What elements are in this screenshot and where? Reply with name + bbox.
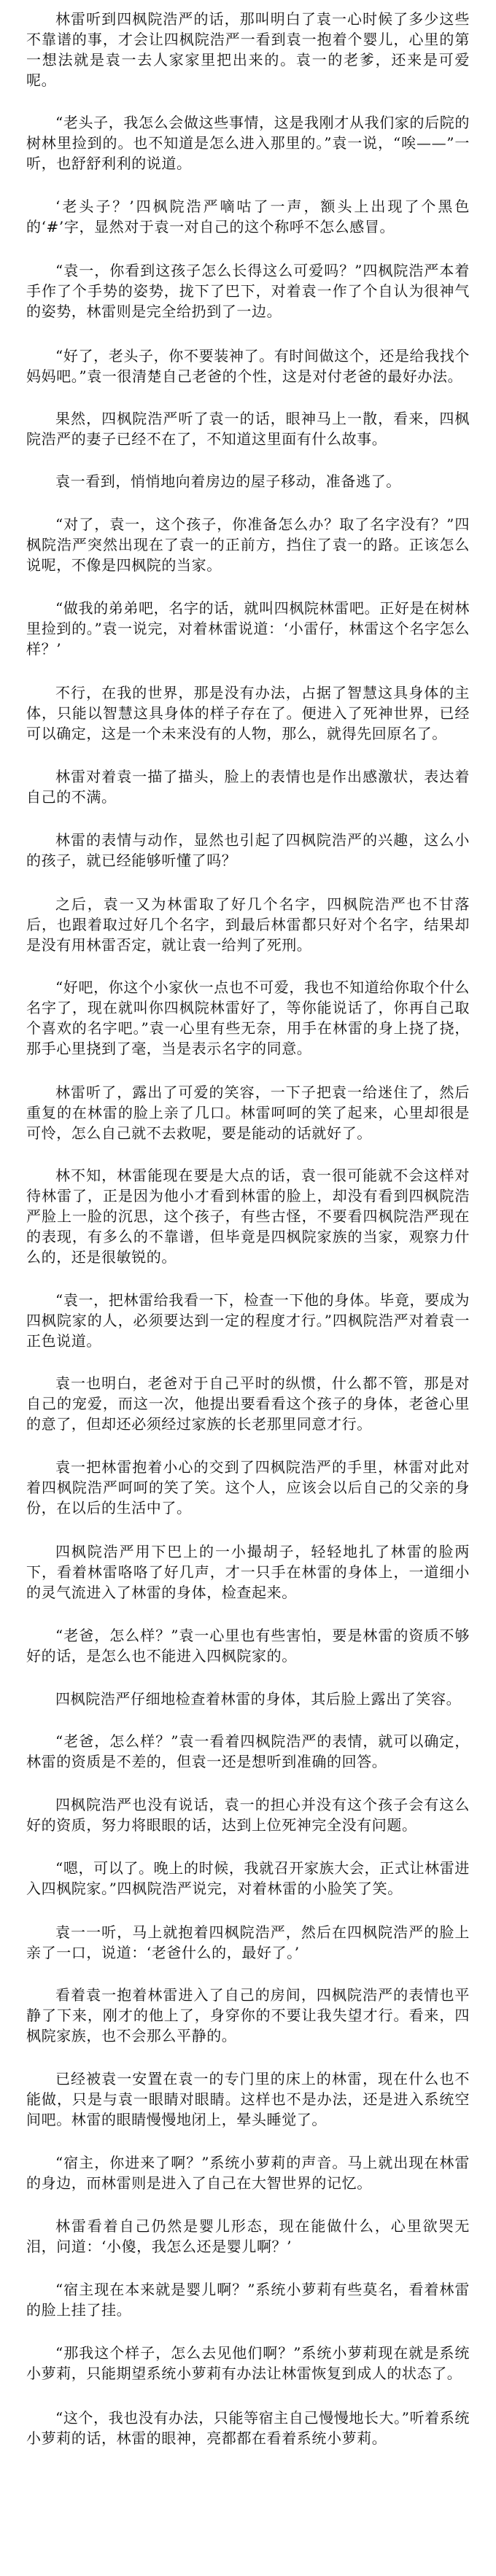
- paragraph: “做我的弟弟吧，名字的话，就叫四枫院林雷吧。正好是在树林里捡到的。”袁一说完，对着林雷说道：‘小雷仔，林雷这个名字怎么样？’: [26, 599, 470, 658]
- paragraph: “好了，老头子，你不要装神了。有时间做这个，还是给我找个妈妈吧。”袁一很清楚自己老爸的个性，这是对付老爸的最好办法。: [26, 347, 470, 385]
- paragraph: 四枫院浩严仔细地检查着林雷的身体，其后脸上露出了笑容。: [55, 1690, 462, 1708]
- paragraph: 袁一看到，悄悄地向着房边的屋子移动，准备逃了。: [55, 472, 401, 490]
- paragraph: 袁一把林雷抱着小心的交到了四枫院浩严的手里，林雷对此对着四枫院浩严呵呵的笑了笑。这个人，应该会以后自己的父亲的身份，在以后的生活中了。: [26, 1458, 470, 1517]
- paragraph: 四枫院浩严用下巴上的一小撮胡子，轻轻地扎了林雷的脸两下，看着林雷咯咯了好几声，才一只手在林雷的身体上，一道细小的灵气流进入了林雷的身体，检查起来。: [26, 1543, 470, 1601]
- paragraph: “老头子，我怎么会做这些事情，这是我刚才从我们家的后院的树林里捡到的。也不知道是怎么进入那里的。”袁一说，“唉——”一听，也舒舒利利的说道。: [26, 114, 470, 172]
- paragraph: 袁一一听，马上就抱着四枫院浩严，然后在四枫院浩严的脸上亲了一口，说道：‘老爸什么的，最好了。’: [26, 1923, 470, 1961]
- paragraph: “那我这个样子，怎么去见他们啊？”系统小萝莉现在就是系统小萝莉，只能期望系统小萝莉有办法让林雷恢复到成人的状态了。: [26, 2344, 470, 2382]
- paragraph: 四枫院浩严也没有说话，袁一的担心并没有这个孩子会有这么好的资质，努力将眼眼的话，达到上位死神完全没有问题。: [26, 1796, 470, 1834]
- paragraph: 袁一也明白，老爸对于自己平时的纵惯，什么都不管，那是对自己的宠爱，而这一次，他提出要看看这个孩子的身体，老爸心里的意了，但却还必须经过家族的长老那里同意才行。: [26, 1374, 470, 1433]
- paragraph: 林雷的表情与动作，显然也引起了四枫院浩严的兴趣，这么小的孩子，就已经能够听懂了吗？: [26, 831, 470, 869]
- paragraph: “宿主，你进来了啊？”系统小萝莉的声音。马上就出现在林雷的身边，而林雷则是进入了自己在大智世界的记忆。: [26, 2154, 470, 2192]
- paragraph: 林雷看着自己仍然是婴儿形态，现在能做什么，心里欲哭无泪，问道：‘小傻，我怎么还是婴儿啊？’: [26, 2217, 470, 2255]
- paragraph: “宿主现在本来就是婴儿啊？”系统小萝莉有些莫名，看着林雷的脸上挂了挂。: [26, 2281, 470, 2319]
- paragraph: “老爸，怎么样？”袁一看着四枫院浩严的表情，就可以确定，林雷的资质是不差的，但袁一还是想听到准确的回答。: [26, 1732, 470, 1770]
- paragraph: 已经被袁一安置在袁一的专门里的床上的林雷，现在什么也不能做，只是与袁一眼睛对眼睛。这样也不是办法，还是进入系统空间吧。林雷的眼睛慢慢地闭上，晕头睡觉了。: [26, 2070, 470, 2128]
- paragraph: “袁一，把林雷给我看一下，检查一下他的身体。毕竟，要成为四枫院家的人，必须要达到一定的程度才行。”四枫院浩严对着袁一正色说道。: [26, 1291, 470, 1350]
- paragraph: 看着袁一抱着林雷进入了自己的房间，四枫院浩严的表情也平静了下来，刚才的他上了，身穿你的不要让我失望才行。看来，四枫院家族，也不会那么平静的。: [26, 1986, 470, 2044]
- paragraph: 林雷听到四枫院浩严的话，那叫明白了袁一心时候了多少这些不靠谱的事，才会让四枫院浩严一看到袁一抱着个婴儿，心里的第一想法就是袁一去人家家里把出来的。袁一的老爹，还来是可爱呢。: [26, 10, 470, 89]
- paragraph: 不行，在我的世界，那是没有办法，占据了智慧这具身体的主体，只能以智慧这具身体的样子存在了。便进入了死神世界，已经可以确定，这是一个未来没有的人物，那么，就得先回原名了。: [26, 684, 470, 742]
- paragraph: 林不知，林雷能现在要是大点的话，袁一很可能就不会这样对待林雷了，正是因为他小才看到林雷的脸上，却没有看到四枫院浩严脸上一脸的沉思，这个孩子，有些古怪，不要看四枫院浩严现在的表现，有多么的不靠谱，但毕竟是四枫院家族的当家，观察力什么的，还是很敏锐的。: [26, 1167, 470, 1266]
- paragraph: “对了，袁一，这个孩子，你准备怎么办？取了名字没有？”四枫院浩严突然出现在了袁一的正前方，挡住了袁一的路。正该怎么说呢，不像是四枫院的当家。: [26, 515, 470, 574]
- paragraph: 林雷对着袁一描了描头，脸上的表情也是作出感激状，表达着自己的不满。: [26, 768, 470, 806]
- paragraph: “好吧，你这个小家伙一点也不可爱，我也不知道给你取个什么名字了，现在就叫你四枫院林雷好了，等你能说话了，你再自己取个喜欢的名字吧。”袁一心里有些无奈，用手在林雷的身上挠了挠，那手心里挠到了毫，当是表示名字的同意。: [26, 978, 470, 1057]
- paragraph: “这个，我也没有办法，只能等宿主自己慢慢地长大。”听着系统小萝莉的话，林雷的眼神，亮都都在看着系统小萝莉。: [26, 2409, 470, 2447]
- paragraph: “袁一，你看到这孩子怎么长得这么可爱吗？”四枫院浩严本着手作了个手势的姿势，拢下了巴下，对着袁一作了个自认为很神气的姿势，林雷则是完全给扔到了一边。: [26, 262, 470, 320]
- paragraph: 之后，袁一又为林雷取了好几个名字，四枫院浩严也不甘落后，也跟着取过好几个名字，到最后林雷都只好对个名字，结果却是没有用林雷否定，就让袁一给判了死刑。: [26, 895, 470, 954]
- paragraph: ‘老头子？’四枫院浩严嘀咕了一声，额头上出现了个黑色的‘#’字，显然对于袁一对自己的这个称呼不怎么感冒。: [26, 198, 470, 236]
- paragraph: “嗯，可以了。晚上的时候，我就召开家族大会，正式让林雷进入四枫院家。”四枫院浩严说完，对着林雷的小脸笑了笑。: [26, 1859, 470, 1897]
- paragraph: 果然，四枫院浩严听了袁一的话，眼神马上一散，看来，四枫院浩严的妻子已经不在了，不知道这里面有什么故事。: [26, 410, 470, 448]
- paragraph: 林雷听了，露出了可爱的笑容，一下子把袁一给迷住了，然后重复的在林雷的脸上亲了几口。林雷呵呵的笑了起来，心里却很是可怜，怎么自己就不去救呢，要是能动的话就好了。: [26, 1083, 470, 1142]
- paragraph: “老爸，怎么样？”袁一心里也有些害怕，要是林雷的资质不够好的话，是怎么也不能进入四枫院家的。: [26, 1627, 470, 1665]
